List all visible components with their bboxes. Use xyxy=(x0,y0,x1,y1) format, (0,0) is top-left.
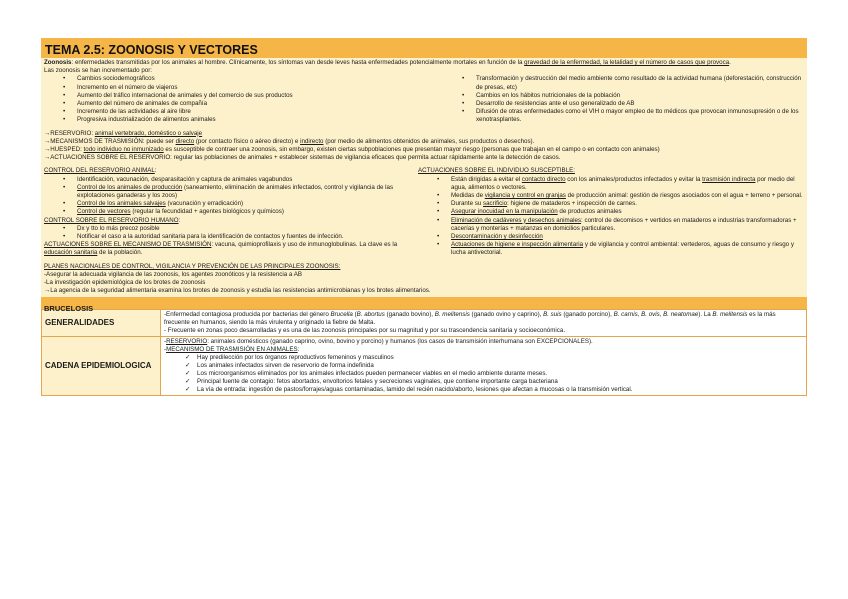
cadena-content xyxy=(161,337,807,396)
intro-paragraph xyxy=(44,59,804,67)
table-row xyxy=(42,310,807,337)
generalidades-label: GENERALIDADES xyxy=(42,310,161,337)
page-title: TEMA 2.5: ZOONOSIS Y VECTORES xyxy=(45,43,258,57)
list-item: ✓ Principal fuente de contagio: fetos abortados, envoltorios fetales y secreciones vaginales, que contiene importante carga bacteriana xyxy=(164,378,803,386)
planes-line: →La agencia de la seguridad alimentaria examina los brotes de zoonosis y estudia las resistencias antimicrobianas y los brotes alimentarios. xyxy=(44,287,431,295)
list-item: • Difusión de otras enfermedades como el VIH o mayor empleo de tto médicos que provocan inmunosupresión o de los xenotrasplantes. xyxy=(443,108,804,124)
huesped-text: es susceptible de contraer una zoonosis, sin embargo, existen ciertas subpoblaciones que presentan mayor riesgo (personas que trabajan en el campo o en contacto con animales) xyxy=(163,146,660,154)
huesped-label: →HUESPED: xyxy=(44,146,84,154)
generalidades-line-1: -Enfermedad contagiosa producida por bacterias del género Brucella (B. abortus (ganado bovino), B. melitensis (ganado ovino y caprino), B. suis (ganado porcino), B. carnis, B. ovis, B. neatomae). La B. melitensis es la más frecuente en humanos, siendo la más virulenta y originado la fiebre de Malta. xyxy=(164,311,776,327)
mecanismos-line xyxy=(44,138,804,146)
list-item xyxy=(44,176,418,184)
control-left xyxy=(44,167,418,257)
brucelosis-table xyxy=(41,309,807,396)
control-humano-heading: CONTROL SOBRE EL RESERVORIO HUMANO: xyxy=(44,216,181,224)
cadena-mecanismo: -MECANISMO DE TRASMISIÓN EN ANIMALES: xyxy=(164,346,300,354)
list-item: ✓ Los microorganismos eliminados por los animales infectados pueden permanecer viables en el medio ambiente durante meses. xyxy=(164,370,803,378)
mecanismo-text: de la población. xyxy=(97,249,143,257)
reservorio-value: animal vertebrado, doméstico o salvaje xyxy=(94,129,203,137)
control-right xyxy=(418,167,804,257)
generalidades-content xyxy=(161,310,807,337)
brucelosis-heading: BRUCELOSIS xyxy=(44,304,94,314)
individuo-heading: ACTUACIONES SOBRE EL INDIVIDUO SUSCEPTIBLE: xyxy=(418,167,575,175)
list-item xyxy=(44,184,418,200)
item-text: Identificación, vacunación, desparasitación y captura de animales vagabundos xyxy=(77,175,293,183)
list-item: • Descontaminación y desinfección xyxy=(418,233,804,241)
huesped-underlined: todo individuo no inmunizado xyxy=(83,146,164,154)
cadena-label: CADENA EPIDEMIOLOGICA xyxy=(42,337,161,396)
directo-text: directo xyxy=(175,137,195,145)
list-item: • Incremento en el número de viajeros xyxy=(44,84,443,92)
mecanismo-paragraph xyxy=(44,241,418,257)
list-item: • Están dirigidas a evitar el contacto directo con los animales/productos infectados y evitar la trasmisión indirecta por medio del agua, alimentos o vectores. xyxy=(418,176,804,192)
list-item: ✓ Hay predilección por los órganos reproductivos femeninos y masculinos xyxy=(164,354,803,362)
list-item: • Cambios en los hábitos nutricionales de la población xyxy=(443,92,804,100)
list-item: • Eliminación de cadáveres y desechos animales: control de decomisos + vertidos en mataderos e industrias transformadoras + cacerías y monterías + matanzas en domicilios particulares. xyxy=(418,217,804,233)
title-bar xyxy=(41,38,807,58)
control-humano-title: CONTROL SOBRE EL RESERVORIO HUMANO xyxy=(44,216,179,224)
increment-right xyxy=(443,75,804,124)
item-underlined: Control de vectores xyxy=(77,208,131,216)
item-text: (vacunación y erradicación) xyxy=(165,200,244,208)
list-item: • Asegurar inocuidad en la manipulación de productos animales xyxy=(418,208,804,216)
list-item: • Aumento del número de animales de compañía xyxy=(44,100,443,108)
reservorio-line xyxy=(44,130,804,138)
list-item: • Dx y tto lo más precoz posible xyxy=(44,225,418,233)
list-item: • Incremento de las actividades al aire libre xyxy=(44,108,443,116)
document-sheet xyxy=(41,38,807,396)
reservorio-label: →RESERVORIO: xyxy=(44,129,95,137)
list-item: • Aumento del tráfico internacional de animales y del comercio de sus productos xyxy=(44,92,443,100)
list-item: • Notificar el caso a la autoridad sanitaria para la identificación de contactos y fuentes de infección. xyxy=(44,233,418,241)
item-text: (regular la fecundidad + agentes biológicos y químicos) xyxy=(130,208,284,216)
list-item: • Durante su sacrificio: higiene de mataderos + inspección de carnes. xyxy=(418,200,804,208)
mecanismos-text: →MECANISMOS DE TRASMISIÓN: puede ser xyxy=(44,137,176,145)
planes-line: -Asegurar la adecuada vigilancia de las zoonosis, los agentes zoonóticos y la resistencia a AB xyxy=(44,270,302,278)
list-item: • Actuaciones de higiene e inspección alimentaria y de vigilancia y control ambiental: vertederos, aguas de consumo y riesgo y lucha antivectorial. xyxy=(418,241,804,257)
item-underlined: Control de los animales de producción xyxy=(77,183,183,191)
huesped-line xyxy=(44,146,804,154)
list-item: • Transformación y destrucción del medio ambiente como resultado de la actividad humana (deforestación, construcción de presas, etc) xyxy=(443,75,804,91)
table-row xyxy=(42,337,807,396)
mecanismos-text: (por medio de alimentos obtenidos de animales, sus productos o desechos). xyxy=(323,137,535,145)
intro-label: Zoonosis xyxy=(44,59,72,66)
indirecto-text: indirecto xyxy=(300,137,324,145)
control-animal-heading: CONTROL DEL RESERVORIO ANIMAL: xyxy=(44,167,157,175)
mecanismos-text: (por contacto físico o aéreo directo) e xyxy=(194,137,301,145)
item-underlined: Control de los animales salvajes xyxy=(77,200,166,208)
brucelosis-heading-bar xyxy=(41,297,807,314)
actuaciones-reservorio-line: →ACTUACIONES SOBRE EL RESERVORIO: regular las poblaciones de animales + establecer sistemas de vigilancia eficaces que permita actuar rápidamente ante la detección de casos. xyxy=(44,154,561,162)
intro-end: . xyxy=(729,59,731,66)
item-text: (saneamiento, eliminación de animales infectados, control y vigilancia de las explotaciones ganaderas y los zoos) xyxy=(77,183,394,200)
generalidades-line-2: - Frecuente en zonas poco desarrolladas y es una de las zoonosis principales por su magnitud y por su trascendencia sanitaria y socioeconómica. xyxy=(164,327,566,335)
intro-text: : enfermedades transmitidas por los animales al hombre. Clínicamente, los síntomas van desde leves hasta enfermedades potencialmente mortales en función de la xyxy=(71,59,525,66)
control-animal-title: CONTROL DEL RESERVORIO ANIMAL xyxy=(44,167,155,175)
list-item: ✓ Los animales infectados sirven de reservorio de forma indefinida xyxy=(164,362,803,370)
intro-gravedad: gravedad de la enfermedad, la letalidad y el número de casos que provoca xyxy=(524,59,730,66)
planes-heading: PLANES NACIONALES DE CONTROL, VIGILANCIA Y PREVENCIÓN DE LAS PRINCIPALES ZOONOSIS: xyxy=(44,262,341,270)
cadena-reservorio: -RESERVORIO: animales domésticos (ganado caprino, ovino, bovino y porcino) y humanos (los casos de transmisión interhumana son EXCEPCIONALES). xyxy=(164,338,593,346)
list-item: • Progresiva industrialización de alimentos animales xyxy=(44,116,443,124)
increment-columns xyxy=(44,75,804,124)
list-item: • Medidas de vigilancia y control en granjas de producción animal: gestión de riesgos asociados con el agua + terreno + personal. xyxy=(418,192,804,200)
list-item xyxy=(44,208,418,216)
mecanismo-title: ACTUACIONES SOBRE EL MECANISMO DE TRASMISIÓN xyxy=(44,241,212,249)
list-item xyxy=(44,200,418,208)
increment-left xyxy=(44,75,443,124)
increment-heading: Las zoonosis se han incrementado por: xyxy=(44,67,153,75)
mecanismo-text: : vacuna, quimioprofilaxis y uso de inmunoglobulinas. La clave es la xyxy=(211,241,398,249)
list-item: ✓ La vía de entrada: ingestión de pastos/forrajes/aguas contaminadas, lamido del recién nacido/aborto, lesiones que afectan a mucosas o la transmisión vertical. xyxy=(164,386,803,394)
control-columns xyxy=(44,167,804,257)
zoonosis-panel xyxy=(41,58,807,297)
list-item: • Cambios sociodemográficos xyxy=(44,75,443,83)
list-item: • Desarrollo de resistencias ante el uso generalizado de AB xyxy=(443,100,804,108)
planes-line: -La investigación epidemiológica de los brotes de zoonosis xyxy=(44,279,206,287)
mecanismo-underlined: educación sanitaria xyxy=(44,249,98,257)
